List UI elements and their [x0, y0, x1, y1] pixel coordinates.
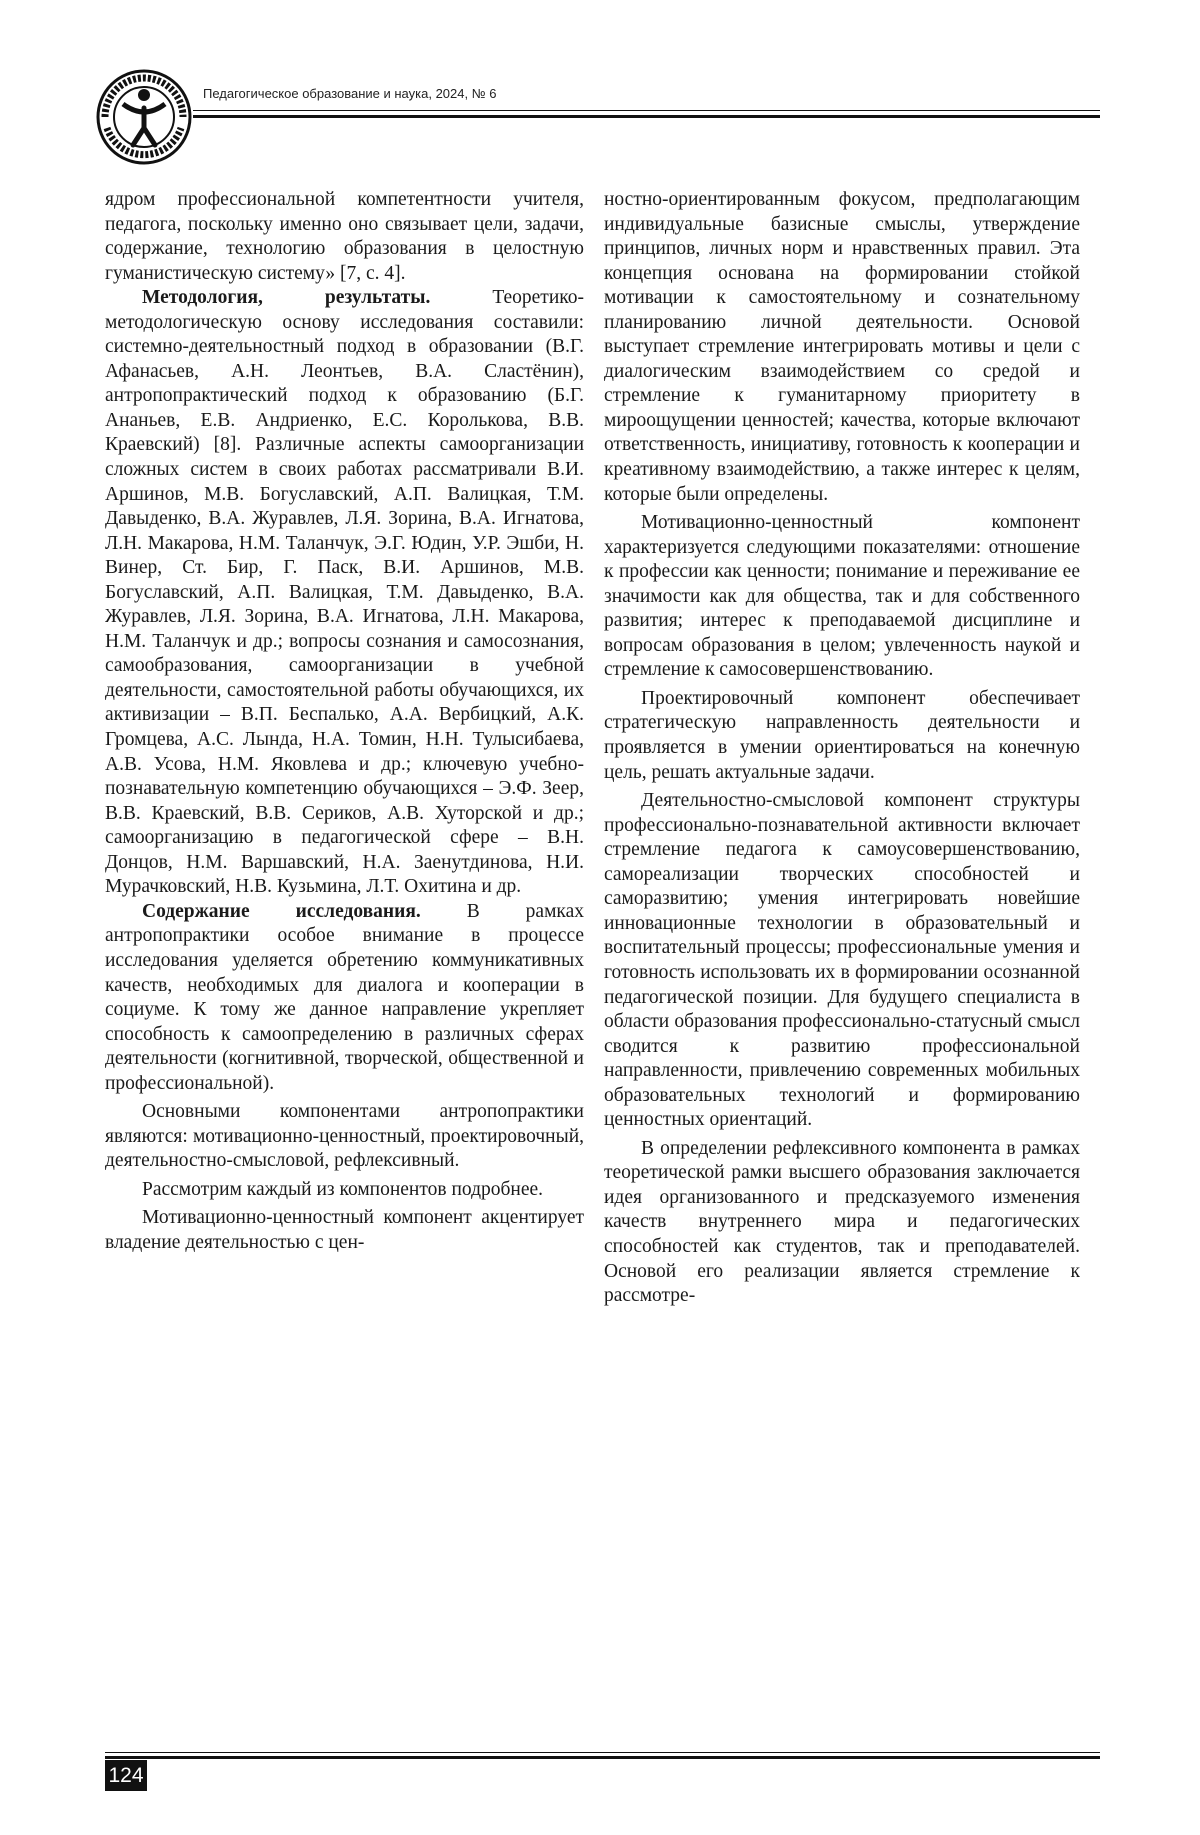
footer-rule-thick	[105, 1756, 1100, 1759]
paragraph: Основными компонентами антропопрактики являются: мотивационно-ценностный, проектировочный, деятельностно-смысловой, рефлексивный.	[105, 1101, 584, 1172]
section-heading-methodology: Методология, результаты.	[142, 287, 431, 309]
header-rule-thick	[193, 115, 1100, 118]
paragraph: Мотивационно-ценностный компонент характеризуется следующими показателями: отношение к профессии как ценности; понимание и переживание ее значимости как для общества, так и для собственного развития; интерес к преподаваемой дисциплине и вопросам образования в целом; увлеченность наукой и стремление к самосовершенствованию.	[604, 512, 1080, 681]
paragraph-text: В рамках антропопрактики особое внимание в процессе исследования уделяется обретению коммуникативных качеств, необходимых для диалога и кооперации в социуме. К тому же данное направление укрепляет способность к самоопределению в различных сферах деятельности (когнитивной, творческой, общественной и профессиональной).	[105, 900, 584, 1094]
page-number: 124	[105, 1760, 147, 1791]
paragraph: ядром профессиональной компетентности учителя, педагога, поскольку именно оно связывает цели, задачи, содержание, технологию образования в целостную гуманистическую систему» [7, с. 4].	[105, 189, 584, 284]
left-column	[105, 188, 584, 1256]
paragraph: Проектировочный компонент обеспечивает стратегическую направленность деятельности и проявляется в умении ориентироваться на конечную цель, решать актуальные задачи.	[604, 687, 1080, 783]
journal-title: Педагогическое образование и наука, 2024, № 6	[203, 86, 497, 101]
paragraph-text: Теоретико-методологическую основу исследования составили: системно-деятельностный подход в образовании (В.Г. Афанасьев, А.Н. Леонтьев, В.А. Сластёнин), антропопрактический подход к образованию (Б.Г. Ананьев, Е.В. Андриенко, Е.С. Королькова, В.В. Краевский) [8]. Различные аспекты самоорганизации сложных систем в своих работах рассматривали В.И. Аршинов, М.В. Богуславский, А.П. Валицкая, Т.М. Давыденко, В.А. Журавлев, Л.Я. Зорина, В.А. Игнатова, Л.Н. Макарова, Н.М. Таланчук, Э.Г. Юдин, У.Р. Эшби, Н. Винер, Ст. Бир, Г. Паск, В.И. Аршинов, М.В. Богуславский, А.П. Валицкая, Т.М. Давыденко, В.А. Журавлев, Л.Я. Зорина, В.А. Игнатова, Л.Н. Макарова, Н.М. Таланчук и др.; вопросы сознания и самосознания, самообразования, самоорганизации в учебной деятельности, самостоятельной работы обучающихся, их активизации – В.П. Беспалько, А.А. Вербицкий, А.К. Громцева, А.С. Лында, Н.А. Томин, Н.Н. Тулысибаева, А.В. Усова, Н.М. Яковлева и др.; ключевую учебно-познавательную компетенцию обучающихся – Э.Ф. Зеер, В.В. Краевский, В.В. Сериков, А.В. Хуторской и др.; самоорганизацию в педагогической сфере – В.Н. Донцов, Н.М. Варшавский, Н.А. Заенутдинова, Н.И. Мурачковский, Н.В. Кузьмина, Л.Т. Охитина и др.	[105, 287, 584, 898]
paragraph-methodology	[105, 286, 584, 900]
paragraph: Рассмотрим каждый из компонентов подробнее.	[142, 1178, 544, 1200]
footer-rule	[105, 1752, 1100, 1753]
paragraph: Деятельностно-смысловой компонент структуры профессионально-познавательной активности включает стремление педагога к самоусовершенствованию, самореализации творческих способностей и саморазвитию; умения интегрировать новейшие инновационные технологии в образовательный и воспитательный процессы; профессиональные умения и готовность использовать их в формировании осознанной педагогической позиции. Для будущего специалиста в области образования профессионально-статусный смысл сводится к развитию профессиональной направленности, привлечению современных мобильных образовательных технологий и формированию ценностных ориентаций.	[604, 790, 1080, 1131]
paragraph: Мотивационно-ценностный компонент акцентирует владение деятельностью с цен-	[105, 1207, 584, 1253]
paragraph-content	[105, 900, 584, 1096]
paragraph: ностно-ориентированным фокусом, предполагающим индивидуальные базисные смыслы, утверждение принципов, личных норм и нравственных правил. Эта концепция основана на формировании стойкой мотивации к самостоятельному и сознательному планированию личной деятельности. Основой выступает стремление интегрировать мотивы и цели с диалогическим взаимодействием со средой и стремление к гуманитарному приоритету в мироощущении ценностей; качества, которые включают ответственность, инициативу, готовность к кооперации и креативному взаимодействию, а также интерес к целям, которые были определены.	[604, 189, 1080, 505]
header-rule	[193, 110, 1100, 111]
right-column	[604, 188, 1080, 1309]
section-heading-content: Содержание исследования.	[142, 900, 421, 922]
journal-logo-icon	[95, 68, 193, 166]
paragraph: В определении рефлексивного компонента в рамках теоретической рамки высшего образования заключается идея организованного и предсказуемого изменения качеств внутреннего мира и педагогических способностей как студентов, так и преподавателей. Основой его реализации является стремление к рассмотре-	[604, 1137, 1080, 1307]
page-header	[95, 68, 1100, 168]
